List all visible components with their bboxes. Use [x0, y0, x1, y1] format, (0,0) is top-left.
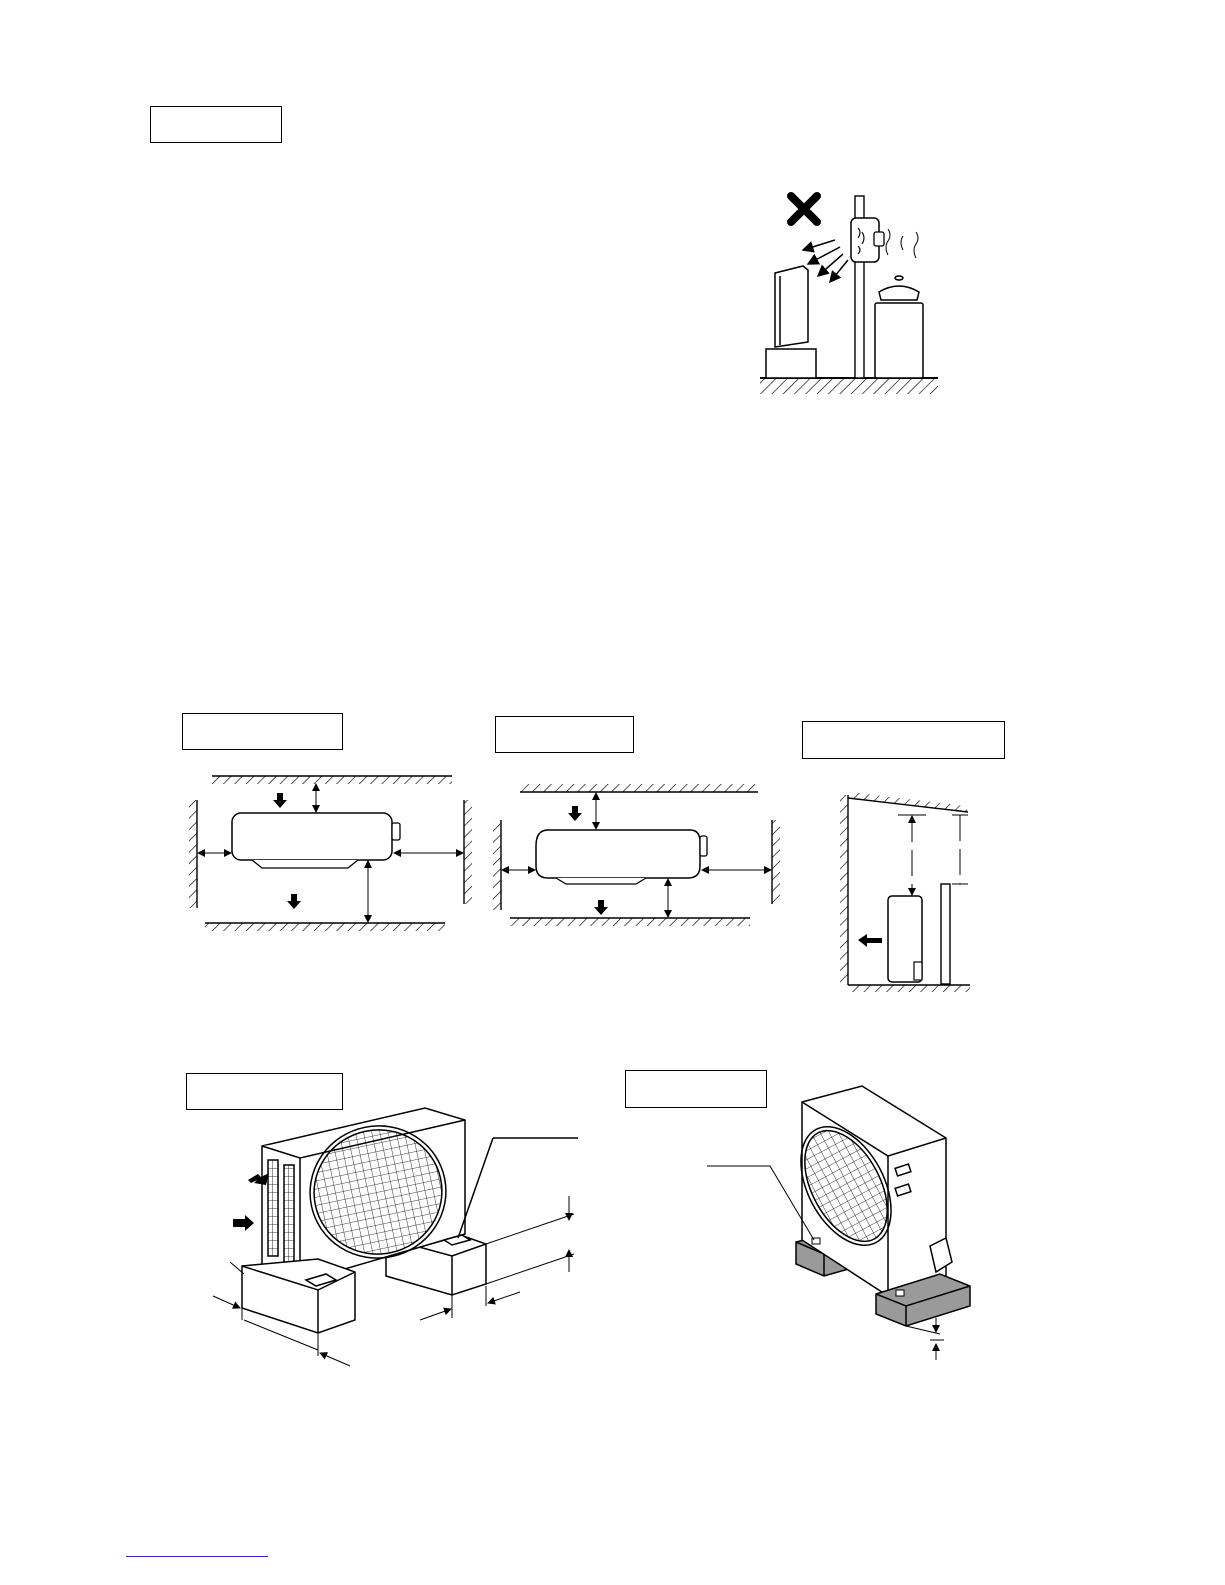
- outdoor-unit-on-footings-b: [707, 1086, 970, 1360]
- outdoor-unit-on-blocks-a: [213, 1108, 578, 1366]
- airflow-in-arrow-icon: [273, 793, 287, 808]
- airflow-in-arrow-icon: [568, 806, 582, 821]
- indoor-unit-a: [232, 813, 392, 860]
- airflow-out-arrow-icon: [594, 900, 608, 915]
- side-view-clearance-diagram: [840, 792, 970, 992]
- airflow-out-arrow-icon: [287, 894, 301, 909]
- floor-hatch: [760, 378, 938, 394]
- appliance-left: [766, 266, 816, 378]
- airflow-left-arrow-icon: [858, 934, 882, 947]
- fence-panel: [941, 884, 950, 984]
- indoor-unit-b: [536, 830, 700, 878]
- airflow-in-arrow-icon: [233, 1215, 254, 1231]
- wall-mount-diagram-b: [493, 784, 780, 926]
- cross-mark-icon: [791, 196, 817, 222]
- airflow-in-arrow-icon: [248, 1173, 269, 1185]
- wall-fan-icon: [851, 218, 884, 262]
- stove-with-pot: [875, 229, 923, 378]
- wall-mount-diagram-a: [189, 776, 472, 931]
- warning-illustration: [760, 196, 938, 394]
- airflow-arrows: [803, 240, 848, 282]
